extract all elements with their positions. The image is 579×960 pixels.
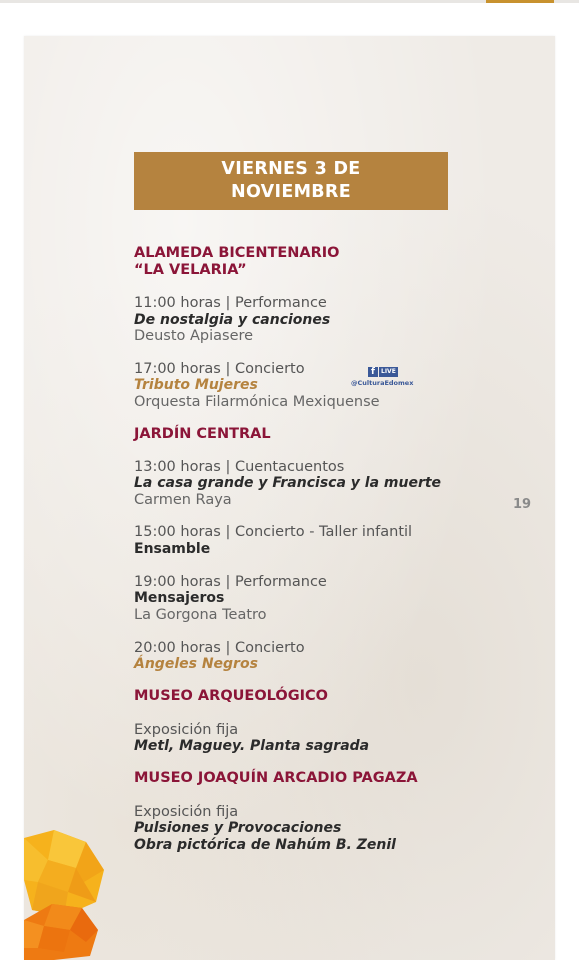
event-title: Tributo Mujeres — [134, 377, 258, 393]
event-artist: La Gorgona Teatro — [134, 607, 267, 623]
facebook-handle: @CulturaEdomex — [351, 379, 414, 387]
event-title: Mensajeros — [134, 590, 225, 606]
event-artist: Deusto Apiasere — [134, 328, 254, 344]
event-time: 20:00 horas | Concierto — [134, 640, 305, 656]
date-line-1: VIERNES 3 DE — [221, 159, 361, 179]
facebook-icon: f — [368, 367, 378, 377]
exhibition-title: Pulsiones y Provocaciones — [134, 820, 342, 836]
facebook-live-badge — [368, 367, 398, 377]
marigold-flower-decoration — [24, 830, 114, 960]
event-artist: Carmen Raya — [134, 492, 232, 508]
venue-museo-arqueologico: MUSEO ARQUEOLÓGICO — [134, 688, 328, 704]
venue-alameda-line1: ALAMEDA BICENTENARIO — [134, 245, 340, 261]
venue-alameda-line2: “LA VELARIA” — [134, 262, 247, 278]
event-title: Ángeles Negros — [134, 656, 258, 672]
exhibition-title: Metl, Maguey. Planta sagrada — [134, 738, 370, 754]
top-accent-bar — [486, 0, 554, 3]
venue-museo-pagaza: MUSEO JOAQUÍN ARCADIO PAGAZA — [134, 770, 418, 786]
event-title: De nostalgia y canciones — [134, 312, 331, 328]
event-time: 19:00 horas | Performance — [134, 574, 327, 590]
event-title: Ensamble — [134, 541, 211, 557]
event-time: 17:00 horas | Concierto — [134, 361, 305, 377]
event-title: La casa grande y Francisca y la muerte — [134, 475, 442, 491]
date-line-2: NOVIEMBRE — [231, 182, 351, 202]
event-time: 15:00 horas | Concierto - Taller infantil — [134, 524, 413, 540]
live-label: LIVE — [381, 368, 396, 375]
exhibition-subtitle: Obra pictórica de Nahúm B. Zenil — [134, 837, 396, 853]
date-banner — [134, 152, 448, 210]
event-time: 13:00 horas | Cuentacuentos — [134, 459, 345, 475]
event-time: 11:00 horas | Performance — [134, 295, 327, 311]
venue-jardin-central: JARDÍN CENTRAL — [134, 426, 271, 442]
exhibition-label: Exposición fija — [134, 722, 239, 738]
event-artist: Orquesta Filarmónica Mexiquense — [134, 394, 380, 410]
exhibition-label: Exposición fija — [134, 804, 239, 820]
page-number: 19 — [513, 497, 532, 512]
